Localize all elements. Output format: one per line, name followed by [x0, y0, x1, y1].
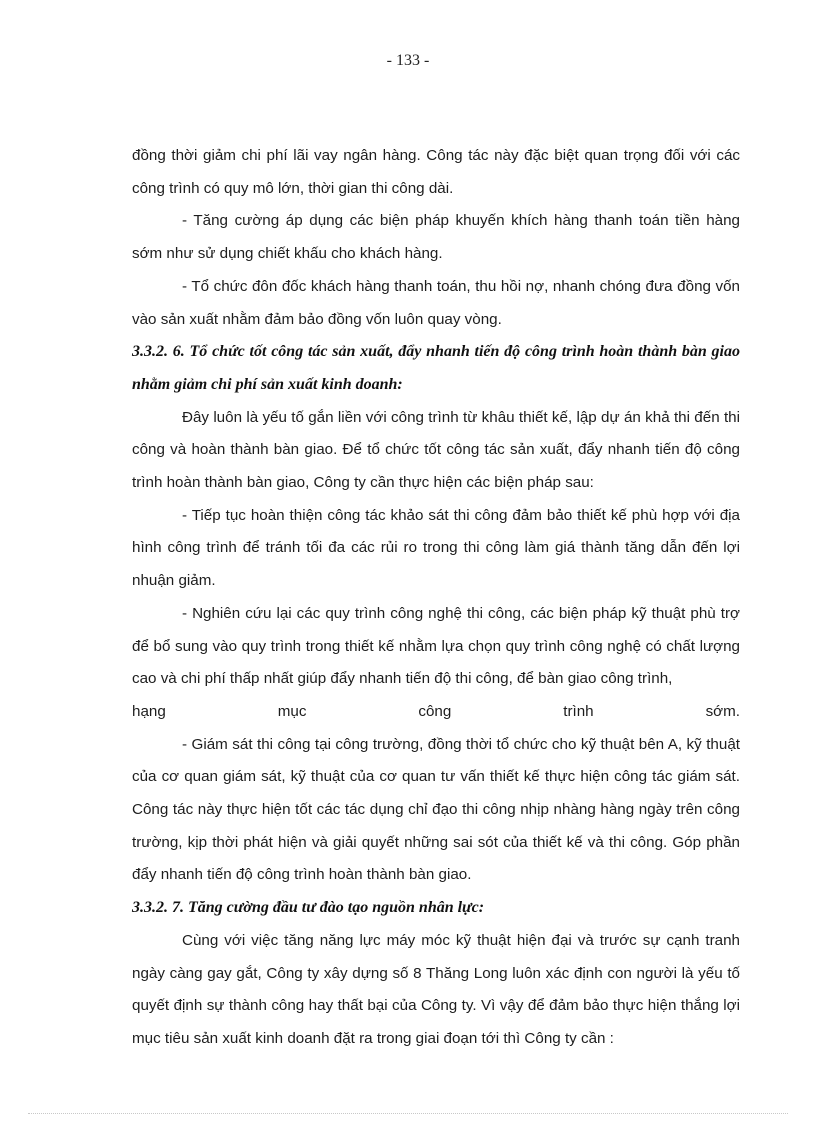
document-body [132, 140, 740, 1056]
paragraph-site-supervision: - Giám sát thi công tại công trường, đồng thời tổ chức cho kỹ thuật bên A, kỹ thuật của cơ quan giám sát, kỹ thuật của cơ quan tư vấn thiết kế thực hiện công tác giám sát. Công tác này thực hiện tốt các tác dụng chỉ đạo thi công nhịp nhàng hàng ngày trên công trường, kịp thời phát hiện và giải quyết những sai sót của thiết kế và thi công. Góp phần đẩy nhanh tiến độ công trình hoàn thành bàn giao. [132, 735, 740, 884]
paragraph-production-intro: Đây luôn là yếu tố gắn liền với công trình từ khâu thiết kế, lập dự án khả thi đến thi công và hoàn thành bàn giao. Để tổ chức tốt công tác sản xuất, đẩy nhanh tiến độ công trình hoàn thành bàn giao, Công ty cần thực hiện các biện pháp sau: [132, 408, 740, 492]
paragraph-survey-completion: - Tiếp tục hoàn thiện công tác khảo sát thi công đảm bảo thiết kế phù hợp với địa hình công trình để tránh tối đa các rủi ro trong thi công làm giá thành tăng dẫn đến lợi nhuận giảm. [132, 506, 740, 590]
paragraph-interest-cost: đồng thời giảm chi phí lãi vay ngân hàng. Công tác này đặc biệt quan trọng đối với các công trình có quy mô lớn, thời gian thi công dài. [132, 147, 740, 197]
section-heading-3-3-2-6: 3.3.2. 6. Tổ chức tốt công tác sản xuất, đẩy nhanh tiến độ công trình hoàn thành bàn giao nhằm giảm chi phí sản xuất kinh doanh: [132, 343, 740, 393]
section-heading-3-3-2-7: 3.3.2. 7. Tăng cường đầu tư đào tạo nguồn nhân lực: [132, 899, 485, 917]
page-number: - 133 - [386, 52, 430, 69]
paragraph-human-resources: Cùng với việc tăng năng lực máy móc kỹ thuật hiện đại và trước sự cạnh tranh ngày càng gay gắt, Công ty xây dựng số 8 Thăng Long luôn xác định con người là yếu tố quyết định sự thành công hay thất bại của Công ty. Vì vậy để đảm bảo thực hiện thắng lợi mục tiêu sản xuất kinh doanh đặt ra trong giai đoạn tới thì Công ty cần : [132, 931, 740, 1047]
paragraph-debt-collection: - Tổ chức đôn đốc khách hàng thanh toán, thu hồi nợ, nhanh chóng đưa đồng vốn vào sản xuất nhằm đảm bảo đồng vốn luôn quay vòng. [132, 277, 740, 328]
paragraph-technology-review: - Nghiên cứu lại các quy trình công nghệ thi công, các biện pháp kỹ thuật phù trợ để bổ sung vào quy trình trong thiết kế nhằm lựa chọn quy trình công nghệ có chất lượng cao và chi phí thấp nhất giúp đẩy nhanh tiến độ thi công, để bàn giao công trình, [132, 604, 740, 688]
page-bottom-divider [28, 1113, 788, 1114]
paragraph-technology-review-end: hạng mục công trình sớm. [132, 702, 740, 720]
paragraph-payment-incentive: - Tăng cường áp dụng các biện pháp khuyến khích hàng thanh toán tiền hàng sớm như sử dụng chiết khấu cho khách hàng. [132, 212, 740, 263]
